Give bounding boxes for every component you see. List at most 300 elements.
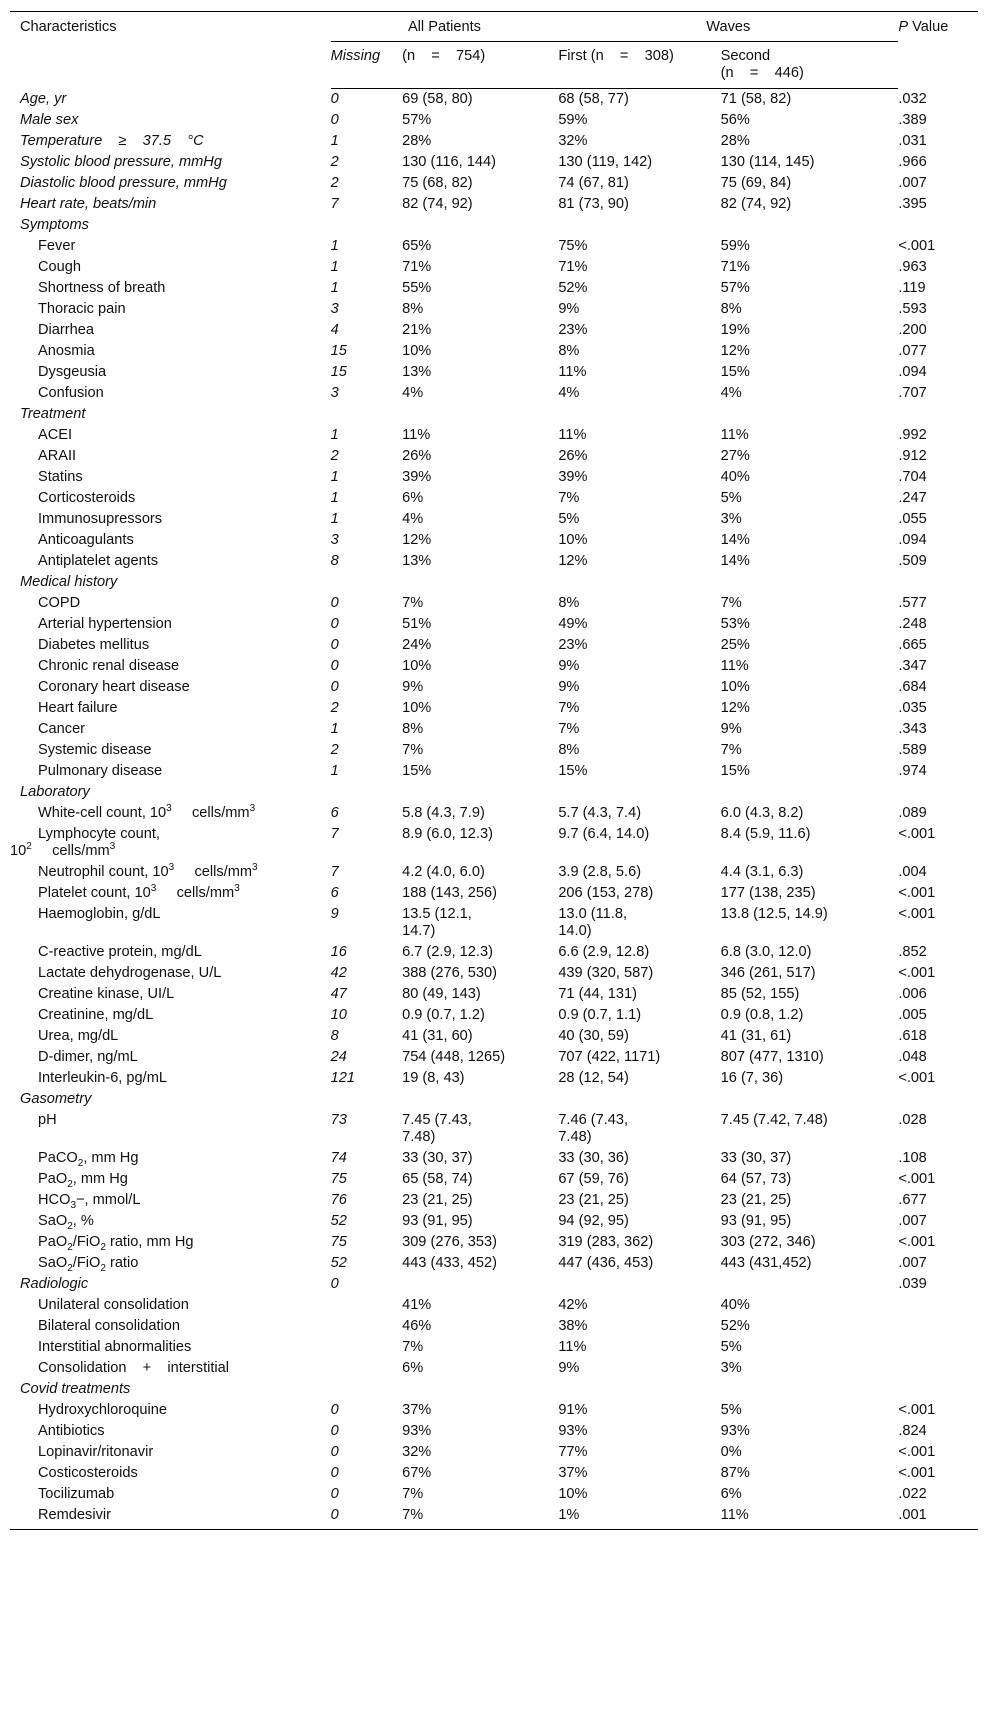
row-p-value: .004 [898,864,927,880]
row-p-value [898,1337,978,1358]
row-label: PaCO$_2$, mm Hg [38,1150,139,1169]
row-label: Gasometry [20,1091,92,1107]
row-missing: 0 [330,1276,339,1292]
row-p-value: .992 [898,427,927,443]
row-second-wave: 64 (57, 73) [720,1171,792,1187]
row-first-wave: 4% [558,385,580,401]
row-missing: 1 [330,763,339,779]
row-label: Lymphocyte count, $10^2$ cells/$mm^3$ [10,826,160,859]
row-label: Fever [38,238,76,254]
row-second-wave: 25% [720,637,750,653]
row-second-wave: 85 (52, 155) [720,986,800,1002]
row-second-wave: 130 (114, 145) [720,154,815,170]
row-second-wave [721,572,899,593]
row-all-patients: 46% [402,1318,432,1334]
row-first-wave: 319 (283, 362) [558,1234,654,1250]
row-label: Platelet count, $10^3$ cells/$mm^3$ [38,883,240,901]
row-all-patients: 32% [402,1444,432,1460]
row-all-patients: 4.2 (4.0, 6.0) [402,864,485,880]
row-missing: 2 [330,700,339,716]
row-all-patients: 754 (448, 1265) [402,1049,506,1065]
row-label: Consolidation + interstitial [38,1360,230,1376]
row-second-wave: 82 (74, 92) [720,196,792,212]
header-row-1 [10,12,978,42]
row-p-value: .347 [898,658,927,674]
row-first-wave [558,1274,720,1295]
header-missing: Missing [331,42,402,89]
row-missing: 47 [330,986,347,1002]
table-row [10,1358,978,1379]
row-label: Bilateral consolidation [38,1318,180,1334]
table-row [10,1400,978,1421]
row-label: Creatinine, mg/dL [38,1007,154,1023]
row-first-wave: 7.46 (7.43, 7.48) [558,1112,629,1145]
table-row [10,614,978,635]
header-p-value [898,12,978,89]
table-row [10,509,978,530]
table-row [10,1484,978,1505]
row-first-wave: 75% [558,238,588,254]
row-missing: 0 [330,679,339,695]
row-p-value: .963 [898,259,927,275]
table-row [10,1421,978,1442]
row-label: ACEI [38,427,73,443]
row-missing: 6 [330,885,339,901]
row-p-value: .343 [898,721,927,737]
row-label: Diarrhea [38,322,94,338]
row-second-wave: 87% [720,1465,750,1481]
row-all-patients [402,782,558,803]
row-second-wave: 9% [720,721,742,737]
row-first-wave [558,404,720,425]
row-p-value: .007 [898,1213,927,1229]
row-label: Symptoms [20,217,89,233]
row-missing: 0 [330,1402,339,1418]
table-row [10,677,978,698]
row-p-value: .094 [898,364,927,380]
row-label: Antiplatelet agents [38,553,159,569]
table-row [10,1442,978,1463]
row-second-wave: 5% [720,1339,742,1355]
row-second-wave: 56% [720,112,750,128]
row-p-value: .247 [898,490,927,506]
row-all-patients: 7% [402,1486,424,1502]
row-all-patients: 51% [402,616,432,632]
row-first-wave: 0.9 (0.7, 1.1) [558,1007,642,1023]
row-first-wave: 9% [558,679,580,695]
table-row [10,1148,978,1169]
row-second-wave: 6.0 (4.3, 8.2) [720,805,804,821]
row-p-value: .022 [898,1486,927,1502]
row-second-wave: 177 (138, 235) [720,885,816,901]
row-missing [331,404,402,425]
row-first-wave: 7% [558,700,580,716]
row-p-value: .593 [898,301,927,317]
row-p-value: .032 [898,90,927,107]
row-missing: 0 [330,1444,339,1460]
row-all-patients [402,1379,558,1400]
row-missing: 0 [330,1465,339,1481]
row-missing: 75 [330,1171,347,1187]
row-second-wave: 16 (7, 36) [720,1070,784,1086]
table-row [10,1110,978,1148]
row-first-wave: 77% [558,1444,588,1460]
row-second-wave [721,404,899,425]
row-second-wave: 4.4 (3.1, 6.3) [720,864,804,880]
row-first-wave: 40 (30, 59) [558,1028,629,1044]
row-second-wave [721,1274,899,1295]
row-first-wave [558,215,720,236]
row-p-value: .108 [898,1150,927,1166]
row-label: SaO$_2$/FiO$_2$ ratio [38,1255,139,1274]
table-row [10,1211,978,1232]
row-second-wave: 19% [720,322,750,338]
row-missing: 4 [330,322,339,338]
row-first-wave: 5.7 (4.3, 7.4) [558,805,642,821]
row-label: Lopinavir/ritonavir [38,1444,154,1460]
row-label: Heart rate, beats/min [20,196,157,212]
row-missing [331,1337,402,1358]
row-missing: 3 [330,301,339,317]
row-second-wave: 93 (91, 95) [720,1213,792,1229]
row-second-wave: 3% [720,511,742,527]
row-first-wave: 8% [558,343,580,359]
row-missing: 74 [330,1150,347,1166]
row-label: Arterial hypertension [38,616,172,632]
row-all-patients: 9% [402,679,424,695]
header-second [721,42,899,89]
table-container [10,11,978,1530]
row-all-patients: 8.9 (6.0, 12.3) [402,826,493,842]
row-label: Covid treatments [20,1381,131,1397]
row-first-wave: 10% [558,532,588,548]
row-p-value: .248 [898,616,927,632]
table-row [10,530,978,551]
row-p-value [898,215,978,236]
row-first-wave [558,572,720,593]
row-label: Pulmonary disease [38,763,163,779]
row-p-value: .589 [898,742,927,758]
row-p-value: .618 [898,1028,927,1044]
row-all-patients: 309 (276, 353) [402,1234,498,1250]
row-p-value [898,1358,978,1379]
row-second-wave: 8.4 (5.9, 11.6) [720,826,811,842]
row-second-wave [721,1379,899,1400]
row-missing: 73 [330,1112,347,1128]
row-all-patients: 8% [402,301,424,317]
row-second-wave: 12% [720,700,750,716]
row-second-wave: 41 (31, 61) [720,1028,792,1044]
table-row [10,446,978,467]
row-label: Male sex [20,112,79,128]
row-all-patients: 21% [402,322,432,338]
row-p-value: .912 [898,448,927,464]
table-row [10,1337,978,1358]
row-label: Diastolic blood pressure, mmHg [20,175,227,191]
table-row [10,1005,978,1026]
row-missing [331,1089,402,1110]
row-first-wave: 81 (73, 90) [558,196,629,212]
row-all-patients [402,572,558,593]
row-all-patients: 93% [402,1423,432,1439]
row-second-wave: 12% [720,343,750,359]
row-label: Laboratory [20,784,90,800]
row-label: Age, yr [20,90,67,107]
row-missing: 16 [330,944,347,960]
row-second-wave: 7% [720,595,742,611]
row-all-patients: 80 (49, 143) [402,986,481,1002]
row-p-value: <.001 [898,1070,936,1086]
row-missing: 2 [330,448,339,464]
row-all-patients: 5.8 (4.3, 7.9) [402,805,485,821]
row-p-value: .007 [898,1255,927,1271]
section-row [10,782,978,803]
row-p-value: .677 [898,1192,927,1208]
row-first-wave: 28 (12, 54) [558,1070,629,1086]
row-missing: 1 [330,490,339,506]
row-all-patients: 8% [402,721,424,737]
row-missing: 8 [330,553,339,569]
table-row [10,942,978,963]
row-first-wave: 9% [558,658,580,674]
table-row [10,1253,978,1274]
row-p-value: .852 [898,944,927,960]
row-all-patients: 71% [402,259,432,275]
row-all-patients [402,1274,558,1295]
row-first-wave: 11% [558,1339,587,1355]
header-second-line2: (n = 446) [720,65,804,81]
row-second-wave: 346 (261, 517) [720,965,816,981]
row-missing: 7 [330,864,339,880]
row-first-wave: 9% [558,1360,580,1376]
row-p-value: .031 [898,133,927,149]
row-p-value: .005 [898,1007,927,1023]
row-first-wave: 13.0 (11.8, 14.0) [558,906,628,939]
row-all-patients: 24% [402,637,432,653]
row-label: Antibiotics [38,1423,105,1439]
row-p-value: .048 [898,1049,927,1065]
row-second-wave: 6.8 (3.0, 12.0) [720,944,812,960]
row-all-patients: 10% [402,658,432,674]
row-missing: 7 [330,826,339,842]
row-missing: 1 [330,133,339,149]
row-all-patients [402,215,558,236]
row-missing: 0 [330,112,339,128]
row-label: Shortness of breath [38,280,166,296]
row-missing [331,215,402,236]
row-all-patients: 388 (276, 530) [402,965,498,981]
row-missing: 9 [330,906,339,922]
row-missing: 3 [330,532,339,548]
table-row [10,383,978,404]
row-all-patients: 13.5 (12.1, 14.7) [402,906,472,939]
row-missing [331,1295,402,1316]
row-label: Diabetes mellitus [38,637,150,653]
row-all-patients: 10% [402,700,432,716]
row-second-wave: 7% [720,742,742,758]
row-missing: 15 [330,364,347,380]
table-row [10,862,978,883]
row-missing: 42 [330,965,347,981]
row-p-value: <.001 [898,826,936,842]
row-first-wave: 23 (21, 25) [558,1192,629,1208]
row-all-patients: 6.7 (2.9, 12.3) [402,944,493,960]
row-missing [331,1379,402,1400]
row-second-wave: 443 (431,452) [720,1255,812,1271]
section-row [10,215,978,236]
row-second-wave [721,215,899,236]
row-all-patients: 7% [402,595,424,611]
row-first-wave: 8% [558,595,580,611]
row-first-wave: 32% [558,133,588,149]
row-all-patients: 41% [402,1297,432,1313]
row-all-patients: 37% [402,1402,432,1418]
row-label: Heart failure [38,700,118,716]
row-missing: 0 [330,658,339,674]
row-missing: 1 [330,721,339,737]
row-missing: 1 [330,427,339,443]
row-second-wave: 52% [720,1318,750,1334]
header-characteristics: Characteristics [10,12,331,89]
row-label: COPD [38,595,81,611]
row-second-wave: 807 (477, 1310) [720,1049,824,1065]
row-p-value [898,1379,978,1400]
row-label: Anosmia [38,343,95,359]
row-missing: 0 [330,91,339,107]
row-label: Interstitial abnormalities [38,1339,192,1355]
row-all-patients: 93 (91, 95) [402,1213,473,1229]
table-row [10,656,978,677]
row-label: Creatine kinase, UI/L [38,986,175,1002]
table-row [10,1190,978,1211]
row-label: ARAII [38,448,77,464]
row-all-patients: 13% [402,553,432,569]
table-body [10,89,978,1530]
row-second-wave: 23 (21, 25) [720,1192,792,1208]
table-row [10,236,978,257]
table-row [10,257,978,278]
row-first-wave: 26% [558,448,588,464]
row-label: Chronic renal disease [38,658,180,674]
row-p-value: .001 [898,1505,978,1530]
row-p-value: <.001 [898,1402,936,1418]
table-row [10,719,978,740]
row-second-wave: 0.9 (0.8, 1.2) [720,1007,804,1023]
table-row [10,1505,978,1530]
row-first-wave: 37% [558,1465,588,1481]
row-all-patients: 4% [402,511,424,527]
row-second-wave: 11% [721,1505,899,1530]
row-p-value: .707 [898,385,927,401]
table-row [10,278,978,299]
row-p-value: .039 [898,1276,927,1292]
row-label: Statins [38,469,83,485]
row-first-wave: 7% [558,490,580,506]
table-row [10,883,978,904]
row-label: Medical history [20,574,118,590]
row-first-wave: 39% [558,469,588,485]
row-first-wave: 23% [558,322,588,338]
row-p-value [898,1089,978,1110]
row-all-patients: 65 (58, 74) [402,1171,473,1187]
row-p-value: .704 [898,469,927,485]
row-all-patients: 69 (58, 80) [402,91,473,107]
row-label: Lactate dehydrogenase, U/L [38,965,222,981]
table-row [10,1463,978,1484]
row-p-value: .055 [898,511,927,527]
table-row [10,1169,978,1190]
row-p-value [898,1295,978,1316]
row-p-value: .395 [898,196,927,212]
row-all-patients: 13% [402,364,432,380]
row-second-wave: 5% [720,490,742,506]
row-p-value: .006 [898,986,927,1002]
row-all-patients: 0.9 (0.7, 1.2) [402,1007,485,1023]
row-label: C-reactive protein, mg/dL [38,944,202,960]
row-missing [331,1358,402,1379]
row-all-patients: 41 (31, 60) [402,1028,473,1044]
row-missing [331,782,402,803]
row-p-value [898,1316,978,1337]
row-first-wave: 7% [558,721,580,737]
table-row [10,320,978,341]
row-p-value: .974 [898,763,927,779]
row-missing: 3 [330,385,339,401]
row-all-patients: 65% [402,238,432,254]
table-row [10,1026,978,1047]
table-row [10,152,978,173]
row-first-wave: 93% [558,1423,588,1439]
table-row [10,194,978,215]
row-second-wave: 33 (30, 37) [720,1150,792,1166]
row-missing: 1 [330,469,339,485]
row-missing: 0 [331,1505,402,1530]
header-n-all: (n = 754) [402,42,558,89]
row-missing: 10 [330,1007,347,1023]
row-second-wave: 75 (69, 84) [720,175,792,191]
row-missing: 1 [330,511,339,527]
header-p-value-label: Value [908,19,949,35]
row-label: SaO$_2$, % [38,1213,94,1232]
table-row [10,1068,978,1089]
row-p-value: .077 [898,343,927,359]
row-p-value [898,572,978,593]
section-row [10,1089,978,1110]
row-p-value: .684 [898,679,927,695]
row-all-patients: 39% [402,469,432,485]
row-p-value: .035 [898,700,927,716]
row-first-wave: 49% [558,616,588,632]
row-first-wave: 11% [558,427,587,443]
row-label: Immunosupressors [38,511,163,527]
row-label: Systemic disease [38,742,152,758]
row-all-patients: 55% [402,280,432,296]
section-row [10,1379,978,1400]
row-first-wave: 71% [558,259,588,275]
row-p-value: .028 [898,1112,927,1128]
table-row [10,963,978,984]
row-missing: 8 [330,1028,339,1044]
row-p-value: <.001 [898,885,936,901]
table-row [10,698,978,719]
row-missing: 2 [330,154,339,170]
row-first-wave: 206 (153, 278) [558,885,654,901]
row-all-patients: 7.45 (7.43, 7.48) [402,1112,472,1145]
row-p-value: <.001 [898,1444,936,1460]
row-second-wave: 5% [720,1402,742,1418]
header-all-patients: All Patients [331,12,559,42]
row-first-wave: 12% [558,553,588,569]
